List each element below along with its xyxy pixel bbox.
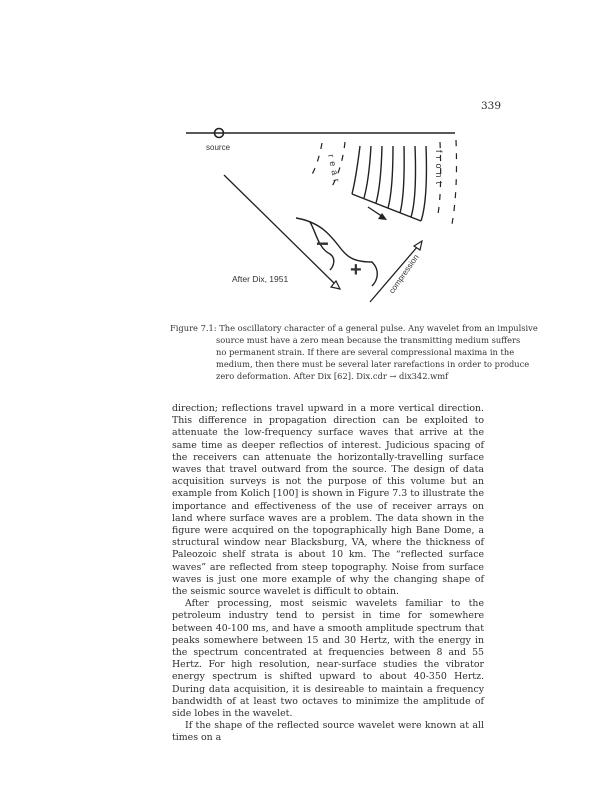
caption-line-1: Figure 7.1: The oscillatory character of a general pulse. Any wavelet from an impulsive (170, 323, 538, 333)
rear-label: rear (326, 153, 343, 187)
caption-line-3: no permanent strain. If there are several compressional maxima in the (216, 347, 515, 358)
wavelet-curve (296, 218, 377, 286)
caption-label: Figure 7.1: (170, 323, 217, 333)
paragraph-1: direction; reflections travel upward in a more vertical direction. This difference in propagation direction can be exploited to attenuate the low-frequency surface waves that arrive at the same time as deeper reflectios of interest. Judicious spacing of the receivers can attenuate the horizontally-travelling surface waves that travel outward from the source. The design of data acquisition surveys is not the purpose of this volume but an example from Kolich [100] is shown in Figure 7.3 to illustrate the importance and effectiveness of the use of receiver arrays on land where surface waves are a problem. The data shown in the figure were acquired on the topographically high Bane Dome, a structural window near Blacksburg, VA, where the thickness of Paleozoic shelf strata is about 10 km. The “reflected surface waves” are reflected from steep topography. Noise from surface waves is just one more example of why the changing shape of the seismic source wavelet is difficult to obtain. (172, 403, 484, 598)
source-label: source (206, 143, 231, 152)
ray-arrow (224, 175, 336, 285)
wavelet-figure (0, 0, 612, 320)
caption-line-2: source must have a zero mean because the transmitting medium suffers (216, 335, 521, 346)
plus-sign: + (350, 259, 362, 281)
paragraph-3: If the shape of the reflected source wavelet were known at all times on a (172, 720, 484, 744)
paragraph-2: After processing, most seismic wavelets familiar to the petroleum industry tend to persist in time for somewhere between 40-100 ms, and have a smooth amplitude spectrum that peaks somewhere between 15 and 30 Hertz, with the energy in the spectrum concentrated at frequencies between 8 and 55 Hertz. For high resolution, near-surface studies the vibrator energy spectrum is shifted upward to about 40-350 Hertz. During data acquisition, it is desireable to maintain a frequency bandwidth of at least two octaves to minimize the amplitude of side lobes in the wavelet. (172, 598, 484, 720)
caption-line-4: medium, then there must be several later rarefactions in order to produce (216, 359, 530, 370)
figure-caption (170, 322, 538, 382)
pulse-base (352, 194, 421, 221)
compression-label: compression (387, 252, 421, 296)
front-label: front (434, 150, 444, 189)
pulse-arcs (352, 146, 426, 221)
body-text (172, 403, 484, 745)
page-number: 339 (481, 100, 502, 112)
figure-credit: After Dix, 1951 (232, 274, 289, 284)
minus-sign: − (316, 231, 329, 256)
caption-line-5: zero deformation. After Dix [62]. Dix.cdr → dix342.wmf (216, 371, 449, 382)
